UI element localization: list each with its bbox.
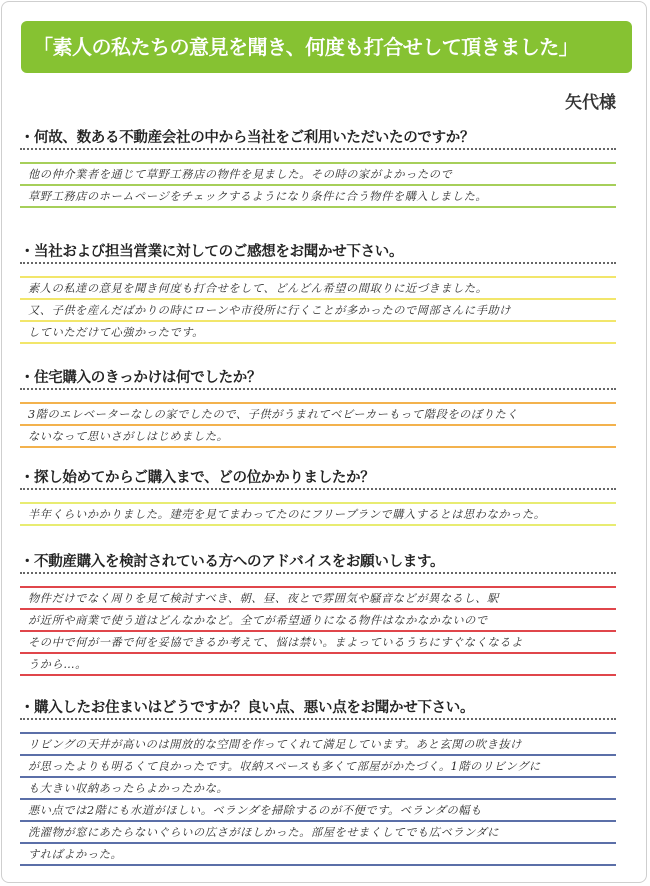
answer-line: 素人の私達の意見を聞き何度も打合せをして、どんどん希望の間取りに近づきました。 bbox=[20, 278, 616, 300]
question-text: 不動産購入を検討されている方へのアドバイスをお願いします。 bbox=[34, 554, 445, 570]
dotted-divider bbox=[20, 262, 616, 264]
answer-line: が思ったよりも明るくて良かったです。収納スペースも多くて部屋がかたづく。1階のリビングに bbox=[20, 756, 616, 778]
dotted-divider bbox=[20, 388, 616, 390]
dotted-divider bbox=[20, 488, 616, 490]
question-text: 住宅購入のきっかけは何でしたか？ bbox=[34, 370, 262, 386]
answer-line: 他の仲介業者を通じて草野工務店の物件を見ました。その時の家がよかったので bbox=[20, 164, 616, 186]
question-heading: ・当社および担当営業に対してのご感想をお聞かせ下さい。 bbox=[20, 244, 404, 260]
answer-line: 3階のエレベーターなしの家でしたので、子供がうまれてベビーカーもって階段をのぼりたく bbox=[20, 404, 616, 426]
dotted-divider bbox=[20, 148, 616, 150]
answer-line: リビングの天井が高いのは開放的な空間を作ってくれて満足しています。あと玄関の吹き抜け bbox=[20, 734, 616, 756]
customer-name: 矢代様 bbox=[565, 93, 616, 113]
answer-line: も大きい収納あったらよかったかな。 bbox=[20, 778, 616, 800]
answer-block bbox=[20, 276, 616, 344]
question-heading: ・何故、数ある不動産会社の中から当社をご利用いただいたのですか？ bbox=[20, 130, 475, 146]
answer-line: すればよかった。 bbox=[20, 844, 616, 866]
dotted-divider bbox=[20, 572, 616, 574]
question-text: 当社および担当営業に対してのご感想をお聞かせ下さい。 bbox=[34, 244, 404, 260]
answer-line: 又、子供を産んだばかりの時にローンや市役所に行くことが多かったので岡部さんに手助け bbox=[20, 300, 616, 322]
answer-line: が近所や商業で使う道はどんなかなど。全てが希望通りになる物件はなかなかないので bbox=[20, 610, 616, 632]
answer-block bbox=[20, 586, 616, 676]
answer-block bbox=[20, 732, 616, 866]
question-heading: ・探し始めてからご購入まで、どの位かかりましたか？ bbox=[20, 470, 375, 486]
answer-line: 洗濯物が窓にあたらないぐらいの広さがほしかった。部屋をせまくしてでも広ベランダに bbox=[20, 822, 616, 844]
answer-block bbox=[20, 162, 616, 208]
answer-line: うから…。 bbox=[20, 654, 616, 676]
question-text: 購入したお住まいはどうですか？良い点、悪い点をお聞かせ下さい。 bbox=[34, 700, 475, 716]
question-heading: ・不動産購入を検討されている方へのアドバイスをお願いします。 bbox=[20, 554, 445, 570]
answer-line: 半年くらいかかりました。建売を見てまわってたのにフリープランで購入するとは思わなかった。 bbox=[20, 504, 616, 526]
question-heading: ・住宅購入のきっかけは何でしたか？ bbox=[20, 370, 262, 386]
answer-line: 悪い点では2階にも水道がほしい。ベランダを掃除するのが不便です。ベランダの幅も bbox=[20, 800, 616, 822]
answer-block bbox=[20, 502, 616, 526]
answer-line: 草野工務店のホームページをチェックするようになり条件に合う物件を購入しました。 bbox=[20, 186, 616, 208]
headline-banner: 「素人の私たちの意見を聞き、何度も打合せして頂きました」 bbox=[21, 21, 632, 73]
question-heading: ・購入したお住まいはどうですか？良い点、悪い点をお聞かせ下さい。 bbox=[20, 700, 475, 716]
answer-line: ないなって思いさがしはじめました。 bbox=[20, 426, 616, 448]
answer-block bbox=[20, 402, 616, 448]
answer-line: 物件だけでなく周りを見て検討すべき、朝、昼、夜とで雰囲気や騒音などが異なるし、駅 bbox=[20, 588, 616, 610]
question-text: 何故、数ある不動産会社の中から当社をご利用いただいたのですか？ bbox=[34, 130, 475, 146]
dotted-divider bbox=[20, 718, 616, 720]
answer-line: していただけて心強かったです。 bbox=[20, 322, 616, 344]
answer-line: その中で何が一番で何を妥協できるか考えて、悩は禁い。まよっているうちにすぐなくなるよ bbox=[20, 632, 616, 654]
question-text: 探し始めてからご購入まで、どの位かかりましたか？ bbox=[34, 470, 375, 486]
testimonial-card bbox=[1, 1, 647, 883]
